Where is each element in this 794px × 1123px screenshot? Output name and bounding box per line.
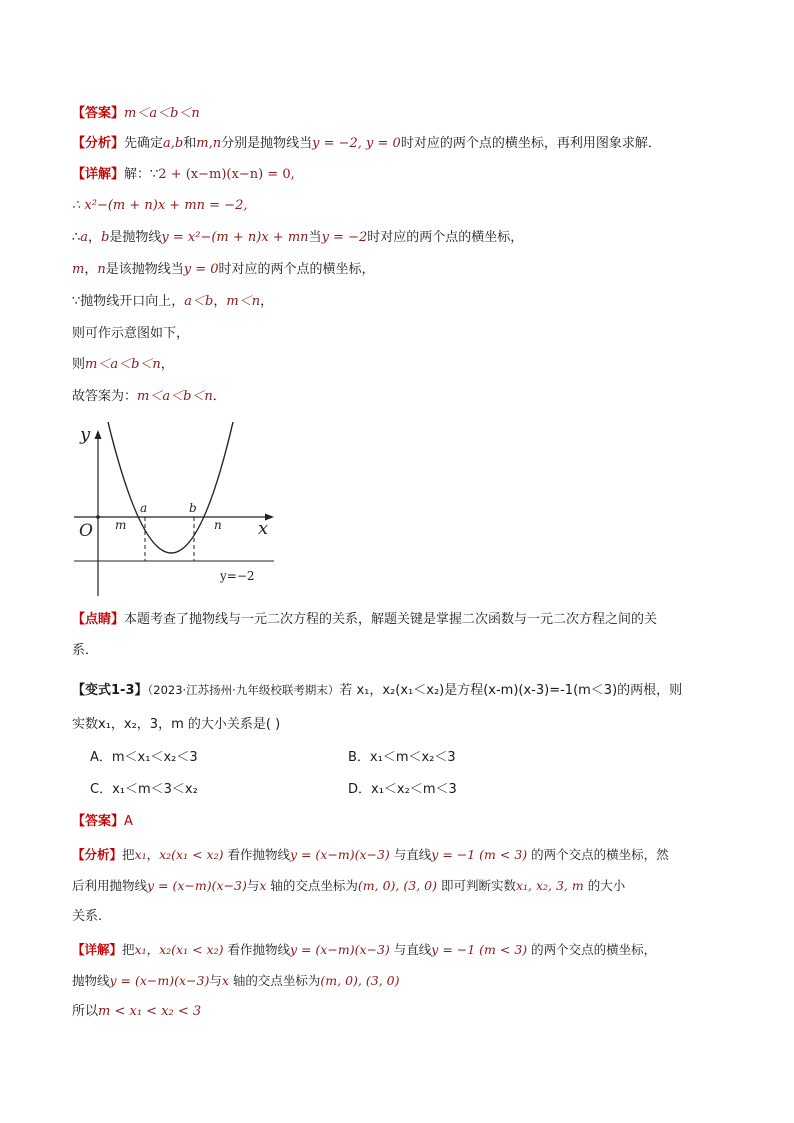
text: ，	[213, 294, 227, 309]
answer-tag: 【答案】	[72, 106, 125, 121]
text: 时对应的两个点的横坐标，	[218, 262, 375, 277]
math: (m, 0), (3, 0)	[320, 973, 400, 988]
detail-line-1	[72, 165, 295, 185]
math: y = (x−m)(x−3)	[289, 847, 390, 862]
y-axis-arrow	[95, 430, 102, 439]
math: (m, 0), (3, 0)	[357, 878, 437, 893]
math: y = −2	[321, 230, 368, 245]
math: m,n	[196, 136, 222, 151]
math: x₂(x₁ < x₂)	[159, 942, 224, 957]
text: 分别是抛物线当	[221, 136, 313, 151]
text: 时对应的两个点的横坐标，再利用图象求解．	[400, 136, 661, 151]
math: x₂(x₁ < x₂)	[159, 847, 224, 862]
answer-value-2: A	[124, 814, 133, 829]
math: a	[80, 230, 89, 245]
detail-2-line-2	[72, 971, 399, 991]
math: a＜b	[184, 294, 214, 309]
text: 轴的交点坐标为	[228, 973, 321, 988]
math: x	[221, 973, 229, 988]
text: 故答案为：	[72, 389, 138, 404]
text: 轴的交点坐标为	[266, 878, 358, 893]
math: x₁	[134, 942, 147, 957]
analysis-2-line-3	[72, 907, 102, 927]
analysis-tag-2: 【分析】	[72, 847, 123, 862]
math: x₁	[134, 847, 147, 862]
option-b: B．x₁＜m＜x₂＜3	[348, 750, 456, 765]
math: y = −2, y = 0	[312, 136, 401, 151]
text: 和	[183, 136, 197, 151]
math: 2 + (x−m)(x−n) = 0,	[158, 167, 295, 182]
parabola-curve	[108, 422, 233, 553]
origin-dot	[96, 515, 100, 519]
math: m＜a＜b＜n	[137, 389, 213, 404]
text: 把	[122, 847, 135, 862]
math: y = (x−m)(x−3)	[109, 973, 210, 988]
text: 系．	[72, 643, 99, 658]
option-a: A．m＜x₁＜x₂＜3	[90, 750, 198, 765]
detail-line-5	[72, 292, 273, 312]
math: m < x₁ < x₂ < 3	[98, 1004, 202, 1019]
text: 与直线	[389, 942, 432, 957]
b-label: b	[189, 501, 197, 515]
text: 则可作示意图如下，	[72, 326, 190, 341]
text: ，	[260, 294, 274, 309]
question-label: 【变式1-3】	[72, 683, 148, 698]
detail-line-4	[72, 260, 375, 280]
a-label: a	[140, 501, 148, 515]
text: ，	[146, 847, 160, 862]
text: 把	[122, 942, 135, 957]
text: 解：∵	[124, 167, 159, 182]
math: b	[101, 230, 110, 245]
question-source: （2023·江苏扬州·九年级校联考期末）	[147, 683, 340, 697]
math: x₁, x₂, 3, m	[515, 878, 584, 893]
origin-label: O	[79, 521, 93, 541]
text: 与	[209, 973, 222, 988]
text: 的两个交点的横坐标，	[527, 942, 657, 957]
answer-line-2	[72, 812, 133, 832]
comment-line-2	[72, 641, 98, 661]
detail-tag-2: 【详解】	[72, 942, 123, 957]
math: y = −1 (m < 3)	[431, 942, 528, 957]
detail-line-6	[72, 324, 189, 344]
text: 的两个交点的横坐标，然	[527, 847, 669, 862]
text: 是该抛物线当	[105, 262, 184, 277]
text: 先确定	[124, 136, 164, 151]
math: n	[97, 262, 106, 277]
text: 当	[308, 230, 322, 245]
text: 本题考查了抛物线与一元二次方程的关系，解题关键是掌握二次函数与一元二次方程之间的关	[124, 612, 658, 627]
text: 是抛物线	[109, 230, 162, 245]
comment-tag: 【点睛】	[72, 612, 125, 627]
option-c: C．x₁＜m＜3＜x₂	[90, 782, 198, 797]
text: 看作抛物线	[223, 942, 290, 957]
detail-2-line-1	[72, 940, 656, 960]
math: y = x²−(m + n)x + mn	[161, 230, 309, 245]
analysis-2-line-2	[72, 876, 625, 896]
math: m＜n	[226, 294, 261, 309]
question-stem-2: 实数x₁，x₂，3，m 的大小关系是( )	[72, 717, 281, 732]
option-d: D．x₁＜x₂＜m＜3	[348, 782, 457, 797]
math: y = (x−m)(x−3)	[289, 942, 390, 957]
text: 抛物线	[72, 973, 110, 988]
math: a,b	[163, 136, 184, 151]
text: 后利用抛物线	[72, 878, 148, 893]
text: 即可判断实数	[436, 878, 516, 893]
y-axis-label: y	[80, 424, 91, 445]
math: x	[259, 878, 267, 893]
text: ∴	[72, 230, 81, 245]
text: 关系.	[72, 909, 103, 924]
detail-line-2	[72, 196, 247, 216]
math: y = 0	[183, 262, 219, 277]
detail-2-line-3	[72, 1002, 201, 1022]
question-stem-line-2	[72, 715, 280, 735]
question-stem-line-1	[72, 680, 682, 701]
answer-tag-2: 【答案】	[72, 814, 125, 829]
text: ，	[146, 942, 160, 957]
line-label: y=−2	[220, 569, 255, 583]
math: y = −1 (m < 3)	[431, 847, 528, 862]
answer-line-1	[72, 104, 200, 124]
answer-value: m＜a＜b＜n	[124, 106, 200, 121]
n-label: n	[214, 518, 222, 532]
m-label: m	[115, 518, 127, 532]
text: ，	[88, 230, 102, 245]
text: ∵抛物线开口向上，	[72, 294, 185, 309]
text: 的大小	[583, 878, 626, 893]
detail-line-3	[72, 228, 523, 248]
comment-line-1	[72, 610, 657, 630]
detail-tag: 【详解】	[72, 167, 125, 182]
detail-line-8	[72, 387, 226, 407]
math: y = (x−m)(x−3)	[147, 878, 247, 893]
analysis-2-line-1	[72, 845, 669, 865]
math: m	[72, 262, 85, 277]
text: 与直线	[389, 847, 432, 862]
text: ，	[160, 357, 174, 372]
math: m＜a＜b＜n	[85, 357, 161, 372]
analysis-line-1	[72, 134, 661, 154]
text: ，	[84, 262, 98, 277]
text: 时对应的两个点的横坐标，	[367, 230, 524, 245]
text: ．	[212, 389, 226, 404]
math: ∴ x²−(m + n)x + mn = −2,	[72, 198, 248, 213]
text: 与	[246, 878, 260, 893]
text: 则	[72, 357, 86, 372]
text: 看作抛物线	[223, 847, 290, 862]
x-axis-label: x	[258, 518, 269, 539]
question-stem-1: 若 x₁，x₂(x₁＜x₂)是方程(x-m)(x-3)=-1(m＜3)的两根，则	[339, 683, 683, 698]
text: 所以	[72, 1004, 99, 1019]
detail-line-7	[72, 355, 174, 375]
analysis-tag: 【分析】	[72, 136, 125, 151]
parabola-figure	[70, 420, 280, 600]
